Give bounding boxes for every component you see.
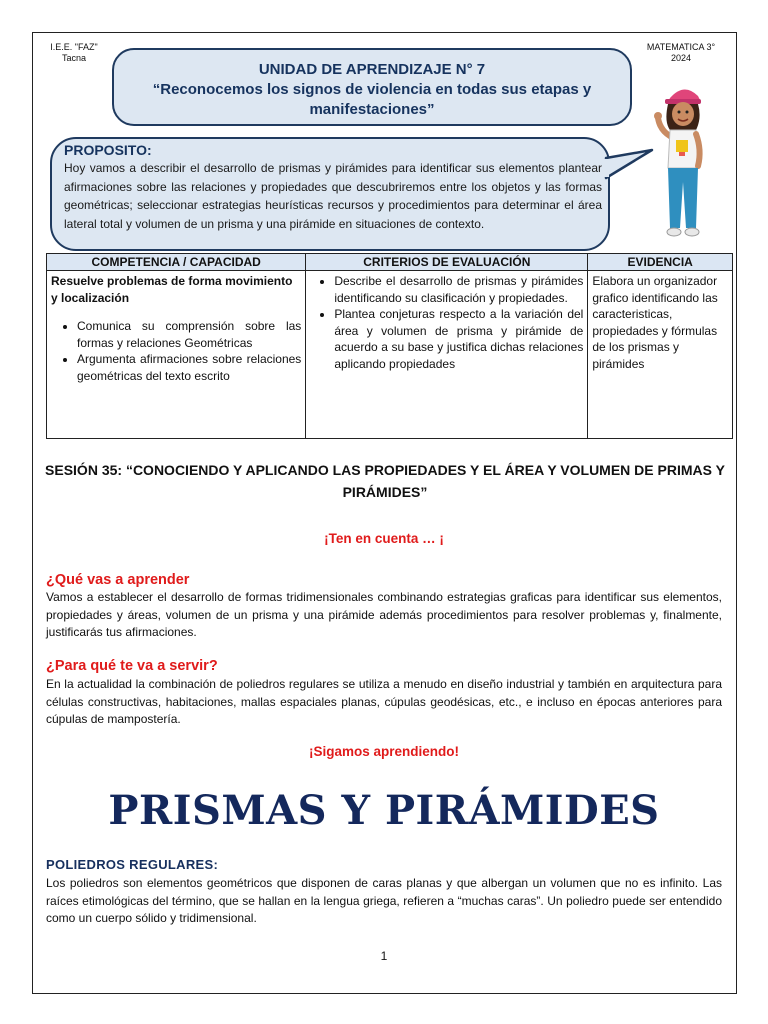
course-header — [636, 42, 726, 64]
proposito-text: Hoy vamos a describir el desarrollo de prismas y pirámides para identificar sus elementos plantear afirmaciones sobre las relaciones y propiedades que descubriremos entre los objetos y las formas geométricas; seleccionar estrategias heurísticas recursos y procedimientos para determinar el área lateral total y volumen de un prisma y una pirámide en situaciones de contexto. — [64, 161, 602, 231]
competencia-cell — [47, 271, 306, 439]
school-header — [44, 42, 104, 64]
unit-box — [112, 48, 632, 126]
evidencia-cell — [588, 271, 733, 439]
poliedros-heading: POLIEDROS REGULARES: — [46, 857, 219, 872]
page-number: 1 — [380, 949, 388, 963]
unit-title: UNIDAD DE APRENDIZAJE N° 7 — [258, 61, 486, 78]
proposito-title: PROPOSITO: — [64, 142, 152, 158]
course-name: MATEMATICA 3° — [646, 42, 716, 52]
ten-en-cuenta: ¡Ten en cuenta … ¡ — [324, 531, 444, 546]
session-title: SESIÓN 35: “CONOCIENDO Y APLICANDO LAS PROPIEDADES Y EL ÁREA Y VOLUMEN DE PRIMAS Y PIRÁMIDES” — [45, 462, 725, 500]
evidencia-text: Elabora un organizador grafico identificando las caracteristicas, propiedades y fórmulas de los prismas y pirámides — [592, 274, 718, 371]
school-city: Tacna — [61, 53, 87, 63]
que-vas-text: Vamos a establecer el desarrollo de formas tridimensionales combinando estrategias graficas para identificar sus elementos, propiedades y áreas, volumen de un prisma y una pirámide además procedimientos para resolver problemas y, finalmente, justificarás tus afirmaciones. — [46, 590, 722, 639]
que-vas-heading: ¿Qué vas a aprender — [46, 572, 190, 588]
criterios-list — [310, 273, 583, 372]
criterio-item: • Describe el desarrollo de prismas y pirámides identificando su clasificación y propiedades. — [334, 273, 583, 306]
proposito-bubble — [50, 137, 610, 251]
unit-subtitle: “Reconocemos los signos de violencia en todas sus etapas y manifestaciones” — [152, 81, 592, 118]
header-evidencia: EVIDENCIA — [588, 254, 733, 271]
capacidades-list — [51, 318, 301, 384]
sigamos-aprendiendo: ¡Sigamos aprendiendo! — [308, 744, 460, 759]
para-que-text: En la actualidad la combinación de poliedros regulares se utiliza a menudo en diseño industrial y también en arquitectura para células constructivas, habitaciones, mallas espaciales planas, cúpulas geodésicas, etc., e incluso en épocas anteriores para cúpulas de mampostería. — [46, 677, 722, 726]
course-year: 2024 — [670, 53, 692, 63]
school-name: I.E.E. "FAZ" — [50, 42, 98, 52]
speech-bubble-tail — [604, 148, 654, 188]
capacidad-item: • Argumenta afirmaciones sobre relaciones geométricas del texto escrito — [77, 351, 301, 384]
competencia-text: Resuelve problemas de forma movimiento y localización — [51, 274, 293, 305]
header-criterios: CRITERIOS DE EVALUACIÓN — [306, 254, 588, 271]
header-competencia: COMPETENCIA / CAPACIDAD — [47, 254, 306, 271]
table-header-row — [47, 254, 733, 271]
para-que-heading: ¿Para qué te va a servir? — [46, 658, 218, 674]
table-row — [47, 271, 733, 439]
competencias-table — [46, 253, 733, 439]
girl-illustration — [648, 78, 718, 246]
criterios-cell — [306, 271, 588, 439]
main-title: PRISMAS Y PIRÁMIDES — [108, 787, 660, 834]
criterio-item: • Plantea conjeturas respecto a la variación del área y volumen de prisma y pirámide de acuerdo a su base y justifica dichas relaciones aplicando propiedades — [334, 306, 583, 372]
capacidad-item: • Comunica su comprensión sobre las formas y relaciones Geométricas — [77, 318, 301, 351]
poliedros-text: Los poliedros son elementos geométricos que disponen de caras planas y que albergan un volumen que no es infinito. Las raíces etimológicas del término, que se hallan en la lengua griega, refieren a “muchas caras”. Un poliedro puede ser entendido como un cuerpo sólido y tridimensional. — [46, 876, 722, 925]
